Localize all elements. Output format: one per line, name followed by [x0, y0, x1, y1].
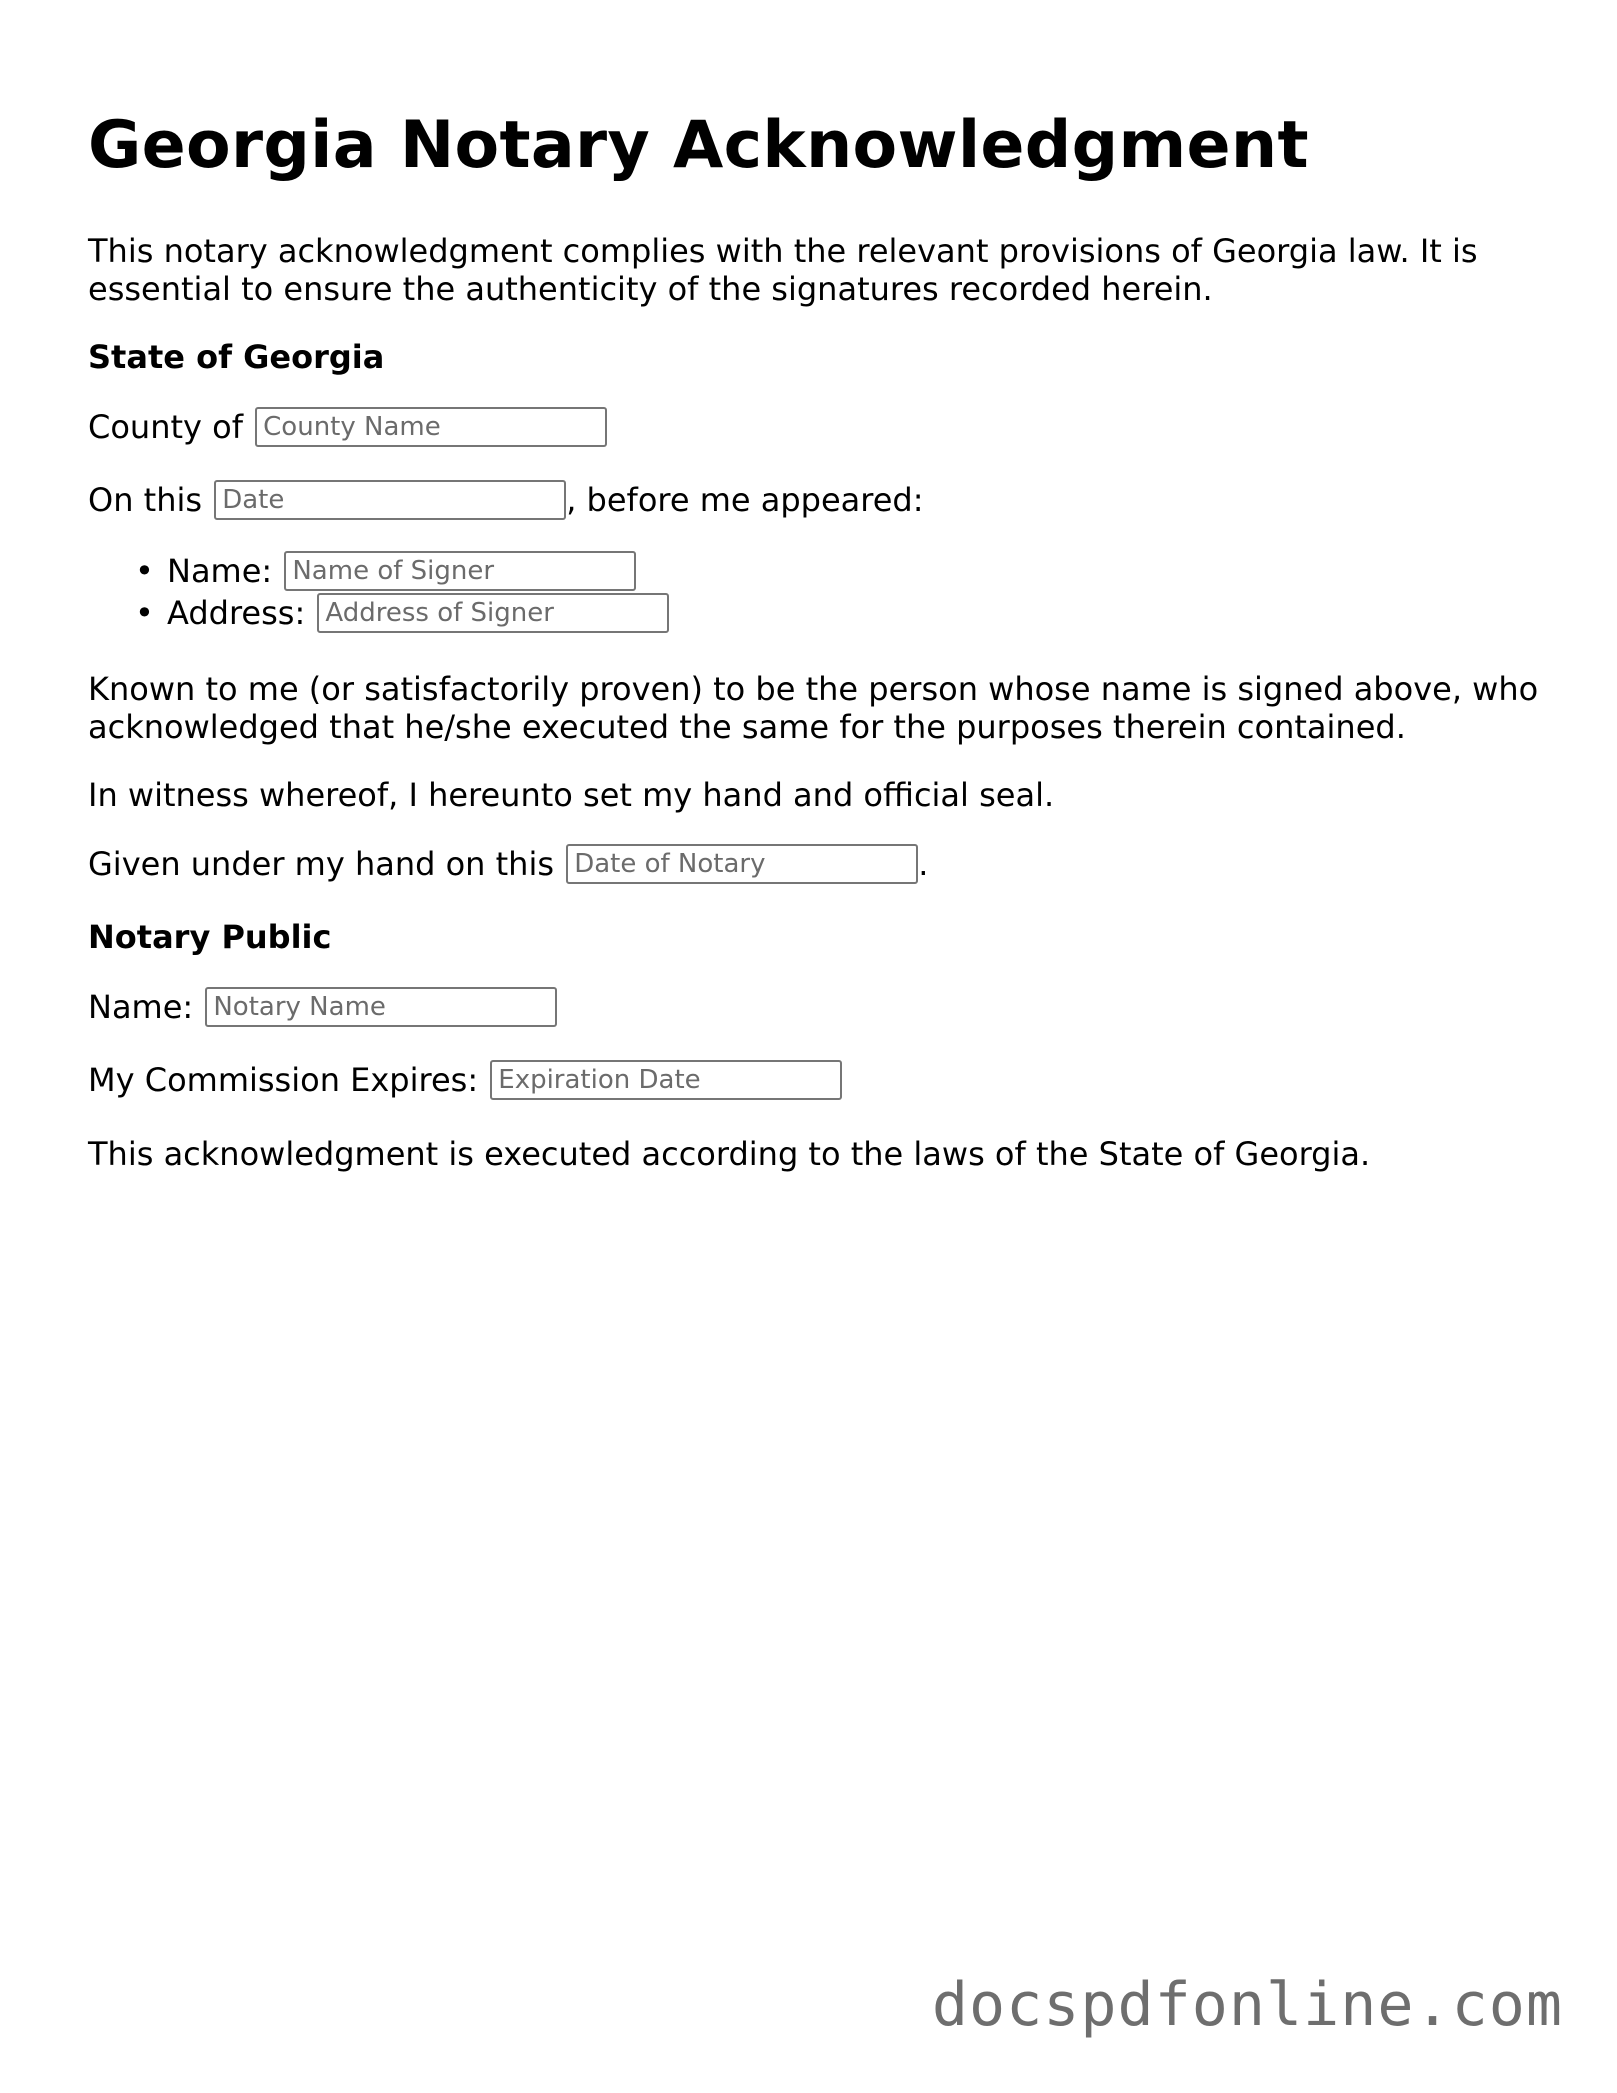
- notary-heading: Notary Public: [88, 918, 332, 956]
- closing-paragraph: This acknowledgment is executed according to the laws of the State of Georgia.: [88, 1135, 1371, 1173]
- site-watermark: docspdfonline.com: [931, 1970, 1563, 2040]
- date-prefix: On this: [88, 481, 203, 519]
- commission-label: My Commission Expires:: [88, 1061, 479, 1099]
- signer-list: [88, 550, 671, 634]
- known-paragraph: Known to me (or satisfactorily proven) to be the person whose name is signed above, who acknowledged that he/she executed the same for the purposes therein contained.: [88, 670, 1539, 746]
- given-line: [88, 845, 928, 884]
- notary-date-input[interactable]: [566, 844, 918, 884]
- page-title: Georgia Notary Acknowledgment: [88, 108, 1309, 183]
- county-line: [88, 408, 609, 447]
- signer-address-item: [135, 592, 671, 634]
- signer-name-input[interactable]: [284, 551, 636, 591]
- date-line: [88, 481, 924, 520]
- bullet-icon: •: [135, 594, 154, 632]
- bullet-icon: •: [135, 552, 154, 590]
- state-heading: State of Georgia: [88, 338, 385, 376]
- given-suffix: .: [918, 845, 929, 883]
- signer-address-label: Address:: [167, 594, 306, 632]
- notary-name-label: Name:: [88, 988, 194, 1026]
- notary-name-input[interactable]: [205, 987, 557, 1027]
- commission-line: [88, 1061, 844, 1100]
- given-prefix: Given under my hand on this: [88, 845, 555, 883]
- county-input[interactable]: [255, 407, 607, 447]
- county-label: County of: [88, 408, 243, 446]
- signer-name-item: [135, 550, 671, 592]
- date-suffix: , before me appeared:: [566, 481, 924, 519]
- signer-address-input[interactable]: [317, 593, 669, 633]
- commission-expiration-input[interactable]: [490, 1060, 842, 1100]
- witness-paragraph: In witness whereof, I hereunto set my hand and official seal.: [88, 776, 1055, 814]
- signer-name-label: Name:: [167, 552, 273, 590]
- notary-name-line: [88, 988, 559, 1027]
- intro-paragraph: This notary acknowledgment complies with the relevant provisions of Georgia law. It is essential to ensure the authenticity of the signatures recorded herein.: [88, 232, 1478, 308]
- date-input[interactable]: [214, 480, 566, 520]
